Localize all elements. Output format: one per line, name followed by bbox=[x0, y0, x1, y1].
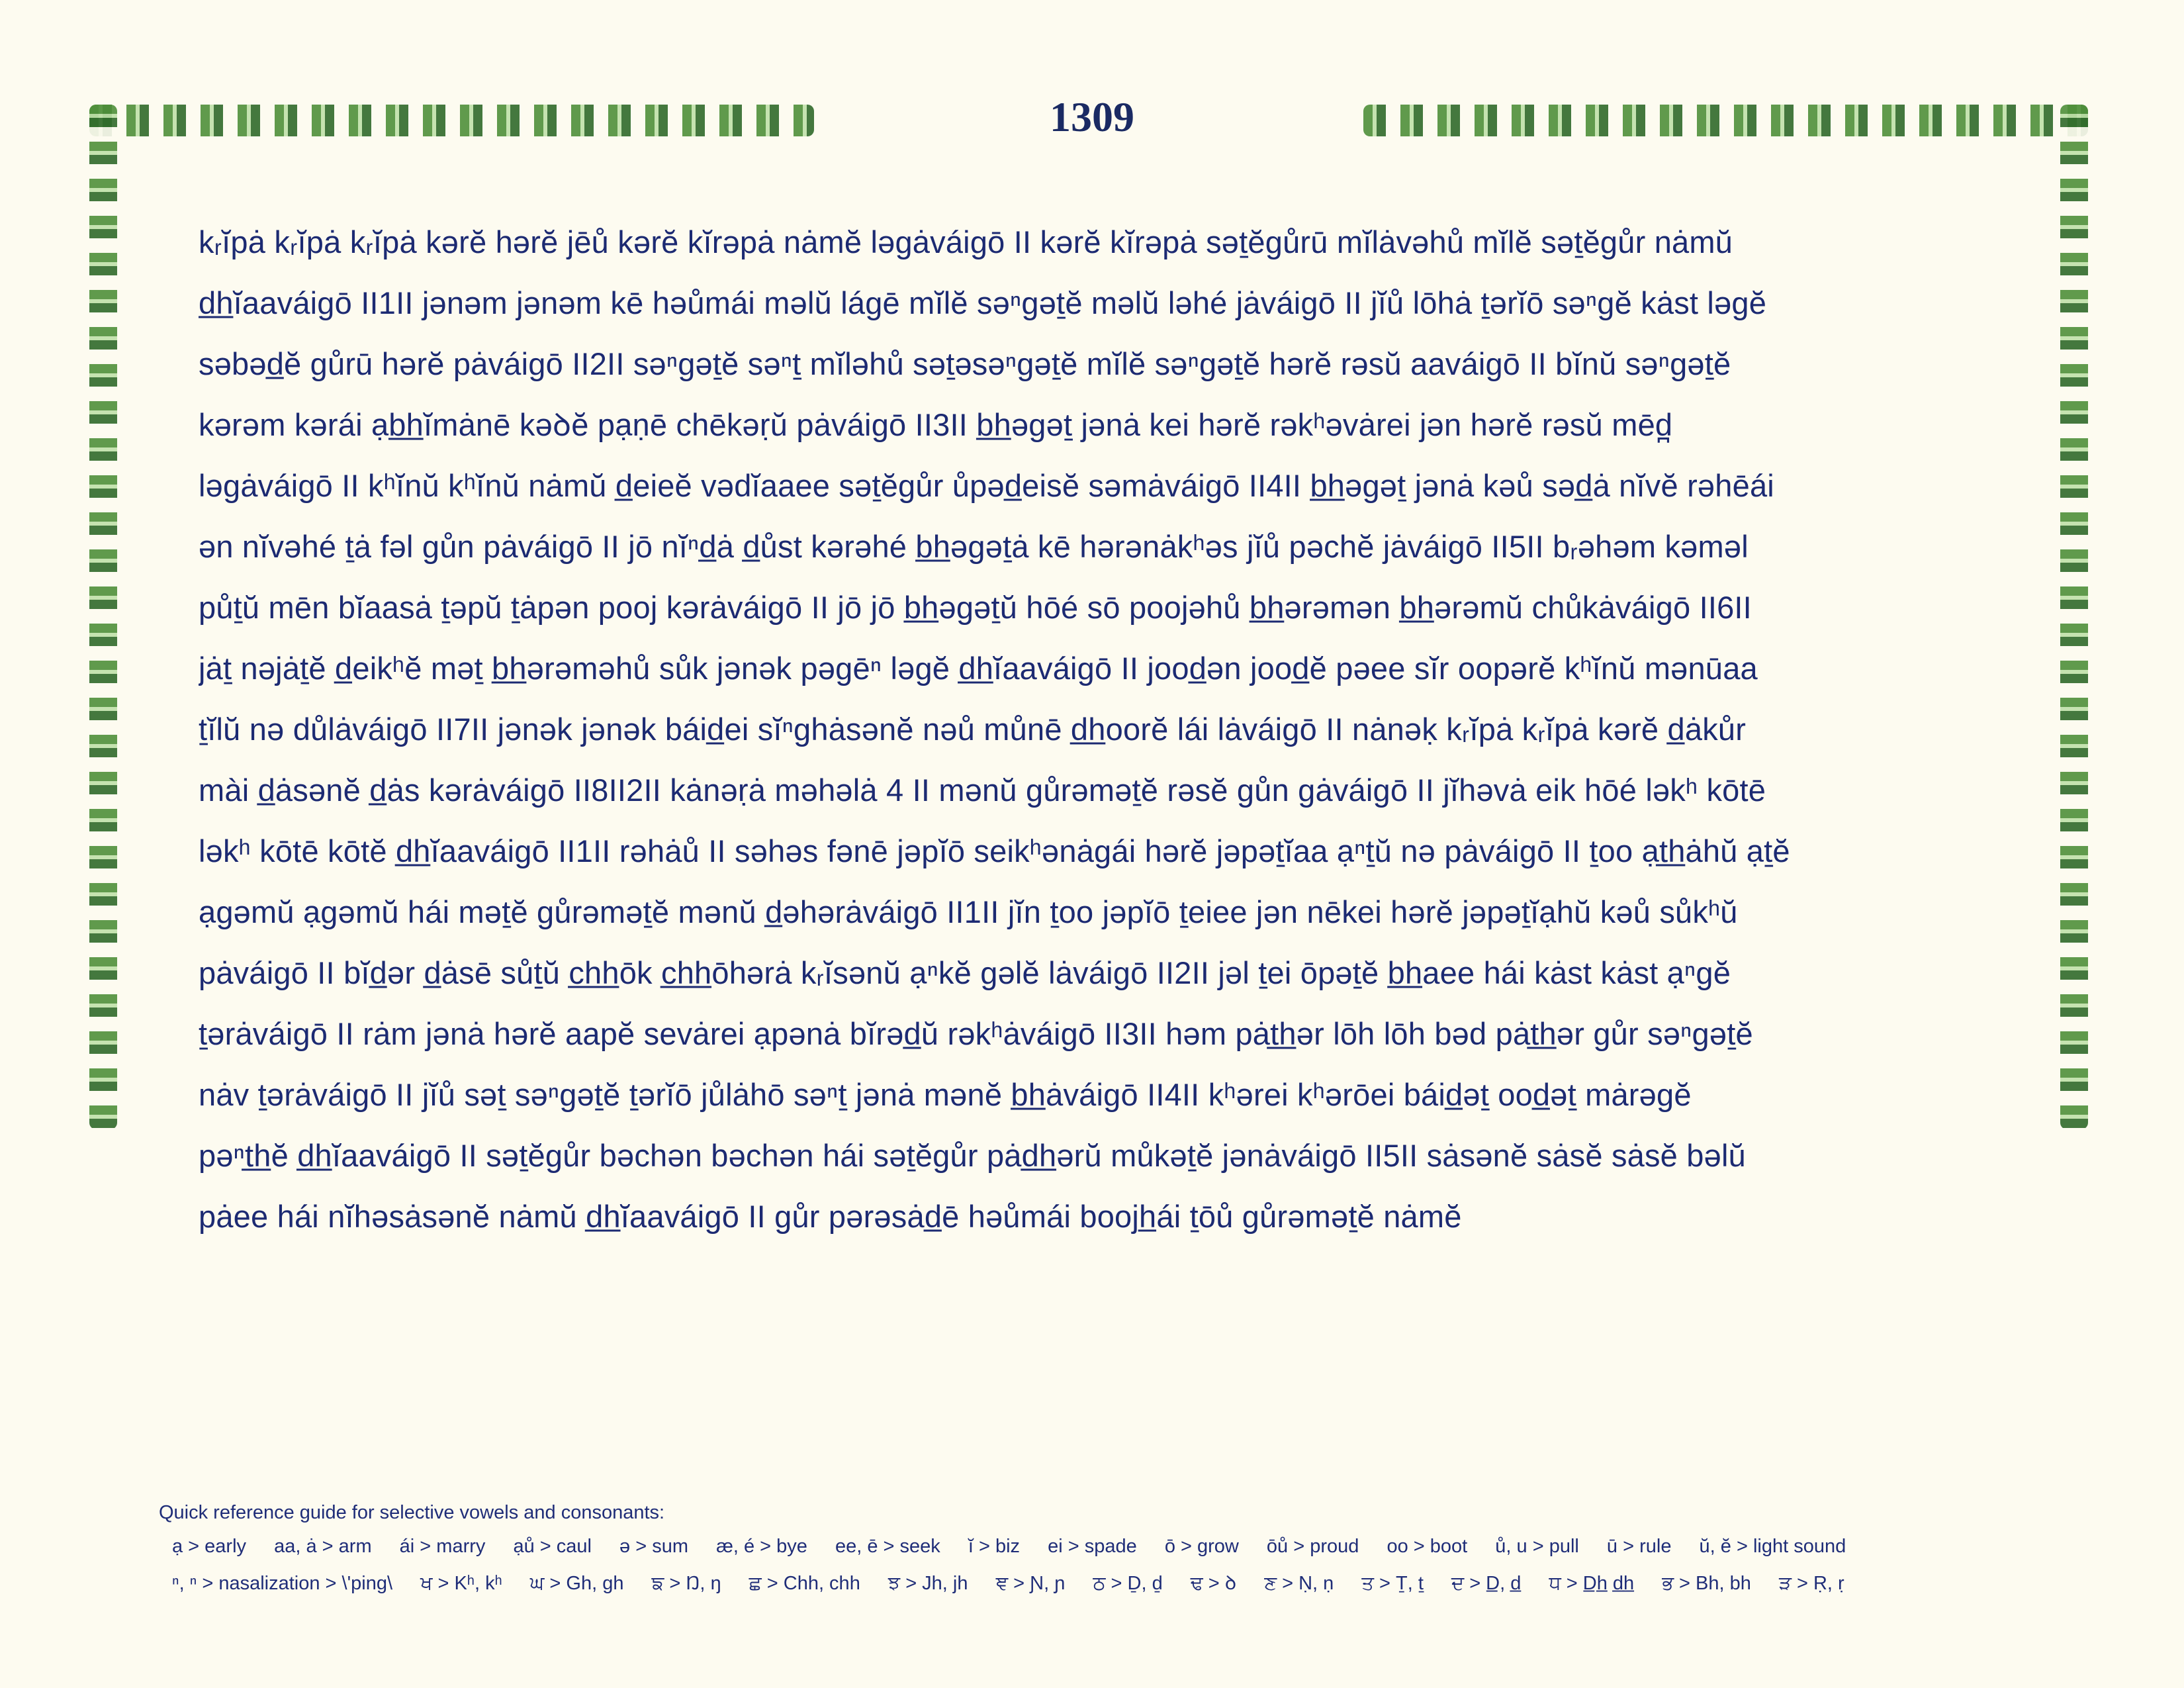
reference-item: aa, ȧ > arm bbox=[274, 1536, 372, 1557]
reference-item: ਛ > Chh, chh bbox=[749, 1573, 860, 1594]
text-line: d̲h̲ĭaaváigō II1II jənəm jənəm kē həůmái məlŭ lágē mĭlĕ səⁿgəṯĕ məlŭ ləhé jȧváigō II jĭů lōhȧ ṯərĭō səⁿgĕ kȧst ləgĕ bbox=[199, 285, 1767, 320]
text-line: ləkʰ kōtē kōtĕ d̲h̲ĭaaváigō II1II rəhȧů II səhəs fənē jəpĭō seikʰənȧgái hərĕ jəpəṯĭaa ạⁿṯŭ nə pȧváigō II ṯoo ạt̲h̲ȧhŭ ạṯĕ bbox=[199, 833, 1790, 868]
reference-guide bbox=[159, 1497, 2052, 1602]
text-line: pȧváigō II bĭd̲ər d̲ȧsē sůṯŭ c̲h̲h̲ōk c̲h̲h̲ōhərȧ kᵣĭsənŭ ạⁿkĕ gəlĕ lȧváigō II2II jəl ṯei ōpəṯĕ b̲h̲aee hái kȧst kȧst ạⁿgĕ bbox=[199, 955, 1731, 990]
reference-item: ਤ > Ṯ, ṯ bbox=[1361, 1573, 1424, 1594]
reference-item: ū > rule bbox=[1606, 1536, 1672, 1557]
text-line: pȧee hái nĭhəsȧsənĕ nȧmŭ d̲h̲ĭaaváigō II gůr pərəsȧd̲ē həůmái boojh̲ái ṯōů gůrəməṯĕ nȧmĕ bbox=[199, 1199, 1462, 1234]
reference-row-vowels bbox=[159, 1528, 2052, 1565]
reference-item: ō > grow bbox=[1164, 1536, 1239, 1557]
reference-item: ਢ > ꝺ bbox=[1190, 1573, 1237, 1594]
reference-item: ŭ, ĕ > light sound bbox=[1699, 1536, 1846, 1557]
reference-item: ਦ > D̲, d̲ bbox=[1451, 1573, 1522, 1594]
reference-guide-title: Quick reference guide for selective vowels and consonants: bbox=[159, 1502, 665, 1523]
text-line: pəⁿt̲h̲ĕ d̲h̲ĭaaváigō II səṯĕgůr bəchən bəchən hái səṯĕgůr pȧd̲h̲ərŭ můkəṯĕ jənȧváigō II5II sȧsənĕ sȧsĕ sȧsĕ bəlŭ bbox=[199, 1138, 1746, 1173]
text-line: ən nĭvəhé ṯȧ fəl gůn pȧváigō II jō nĭⁿd̲ȧ d̲ůst kərəhé b̲h̲əgəṯȧ kē hərənȧkʰəs jĭů pəchĕ jȧváigō II5II bᵣəhəm kəməl bbox=[199, 529, 1749, 564]
text-line: ṯĭlŭ nə důlȧváigō II7II jənək jənək báid̲ei sĭⁿghȧsənĕ nəů můnē d̲h̲oorĕ lái lȧváigō II nȧnəḳ kᵣĭpȧ kᵣĭpȧ kərĕ d̲ȧkůr bbox=[199, 712, 1747, 747]
decorative-border-left bbox=[89, 105, 117, 1129]
text-line: mài d̲ȧsənĕ d̲ȧs kərȧváigō II8II2II kȧnəṛȧ məhəlȧ 4 II mənŭ gůrəməṯĕ rəsĕ gůn gȧváigō II jĭhəvȧ eik hōé ləkʰ kōtē bbox=[199, 773, 1766, 808]
text-line: jȧṯ nəjȧṯĕ d̲eikʰĕ məṯ b̲h̲ərəməhů sůk jənək pəgēⁿ ləgĕ d̲h̲ĭaaváigō II jood̲ən jood̲ĕ pəee sĭr oopərĕ kʰĭnŭ mənūaa bbox=[199, 651, 1758, 686]
reference-item: ə > sum bbox=[619, 1536, 689, 1557]
reference-item: ĭ > biz bbox=[968, 1536, 1021, 1557]
text-line: půṯŭ mēn bĭaasȧ ṯəpŭ ṯȧpən pooj kərȧváigō II jō jō b̲h̲əgəṯŭ hōé sō poojəhů b̲h̲ərəmən b̲h̲ərəmŭ chůkȧváigō II6II bbox=[199, 590, 1752, 625]
text-line: ṯərȧváigō II rȧm jənȧ hərĕ aapĕ sevȧrei ạpənȧ bĭrəd̲ŭ rəkʰȧváigō II3II həm pȧt̲h̲ər lōh lōh bəd pȧt̲h̲ər gůr səⁿgəṯĕ bbox=[199, 1016, 1753, 1051]
reference-item: oo > boot bbox=[1387, 1536, 1468, 1557]
reference-item: ei > spade bbox=[1048, 1536, 1137, 1557]
text-line: kərəm kərái ạb̲h̲ĭmȧnē kəꝺĕ pạṇē chēkəṛŭ pȧváigō II3II b̲h̲əgəṯ jənȧ kei hərĕ rəkʰəvȧrei jən hərĕ rəsŭ mēd̪ bbox=[199, 407, 1673, 442]
text-line: ạgəmŭ ạgəmŭ hái məṯĕ gůrəməṯĕ mənŭ d̲əhərȧváigō II1II jĭn ṯoo jəpĭō ṯeiee jən nēkei hərĕ jəpəṯĭạhŭ kəů sůkʰŭ bbox=[199, 894, 1738, 929]
reference-item: ਞ > Ɲ, ɲ bbox=[995, 1573, 1066, 1594]
reference-item: ਧ > D̲h̲ d̲h̲ bbox=[1549, 1573, 1635, 1594]
reference-item: ਝ > Jh, jh bbox=[887, 1573, 968, 1594]
reference-item: ਠ > Ḏ, ḏ bbox=[1093, 1573, 1163, 1594]
reference-item: ੜ > Ṛ, ṛ bbox=[1778, 1573, 1844, 1594]
reference-item: ਣ > Ṇ, ṇ bbox=[1264, 1573, 1334, 1594]
text-line: nȧv ṯərȧváigō II jĭů səṯ səⁿgəṯĕ ṯərĭō jůlȧhō səⁿṯ jənȧ mənĕ b̲h̲ȧváigō II4II kʰərei kʰərōei báid̲əṯ ood̲əṯ mȧrəgĕ bbox=[199, 1077, 1692, 1112]
reference-item: ⁿ, ⁿ > nasalization > \'ping\ bbox=[172, 1573, 393, 1594]
reference-item: ਙ > Ŋ, ŋ bbox=[651, 1573, 721, 1594]
reference-item: ái > marry bbox=[399, 1536, 486, 1557]
reference-item: ạ > early bbox=[172, 1536, 247, 1557]
reference-item: ee, ē > seek bbox=[835, 1536, 940, 1557]
reference-row-consonants bbox=[159, 1565, 2052, 1602]
text-line: səbəd̲ĕ gůrū hərĕ pȧváigō II2II səⁿgəṯĕ səⁿṯ mĭləhů səṯəsəⁿgəṯĕ mĭlĕ səⁿgəṯĕ hərĕ rəsŭ aaváigō II bĭnŭ səⁿgəṯĕ bbox=[199, 346, 1731, 381]
reference-item: ਭ > Bh, bh bbox=[1662, 1573, 1751, 1594]
page-number: 1309 bbox=[1050, 93, 1134, 140]
text-line: ləgȧváigō II kʰĭnŭ kʰĭnŭ nȧmŭ d̲eieĕ vədĭaaee səṯĕgůr ůpəd̲eisĕ səmȧváigō II4II b̲h̲əgəṯ jənȧ kəů səd̲ȧ nĭvĕ rəhēái bbox=[199, 468, 1774, 503]
reference-item: ਘ > Gh, gh bbox=[529, 1573, 624, 1594]
reference-item: ạů > caul bbox=[513, 1536, 592, 1557]
decorative-border-right bbox=[2060, 105, 2088, 1129]
reference-item: æ, é > bye bbox=[716, 1536, 807, 1557]
reference-item: ōů > proud bbox=[1266, 1536, 1359, 1557]
text-line: kᵣĭpȧ kᵣĭpȧ kᵣĭpȧ kərĕ hərĕ jēů kərĕ kĭrəpȧ nȧmĕ ləgȧváigō II kərĕ kĭrəpȧ səṯĕgůrū mĭlȧvəhů mĭlĕ səṯĕgůr nȧmŭ bbox=[199, 224, 1733, 259]
reference-item: ਖ > Kʰ, kʰ bbox=[420, 1573, 502, 1594]
reference-item: ů, u > pull bbox=[1495, 1536, 1579, 1557]
transliteration-body bbox=[199, 212, 1985, 1247]
